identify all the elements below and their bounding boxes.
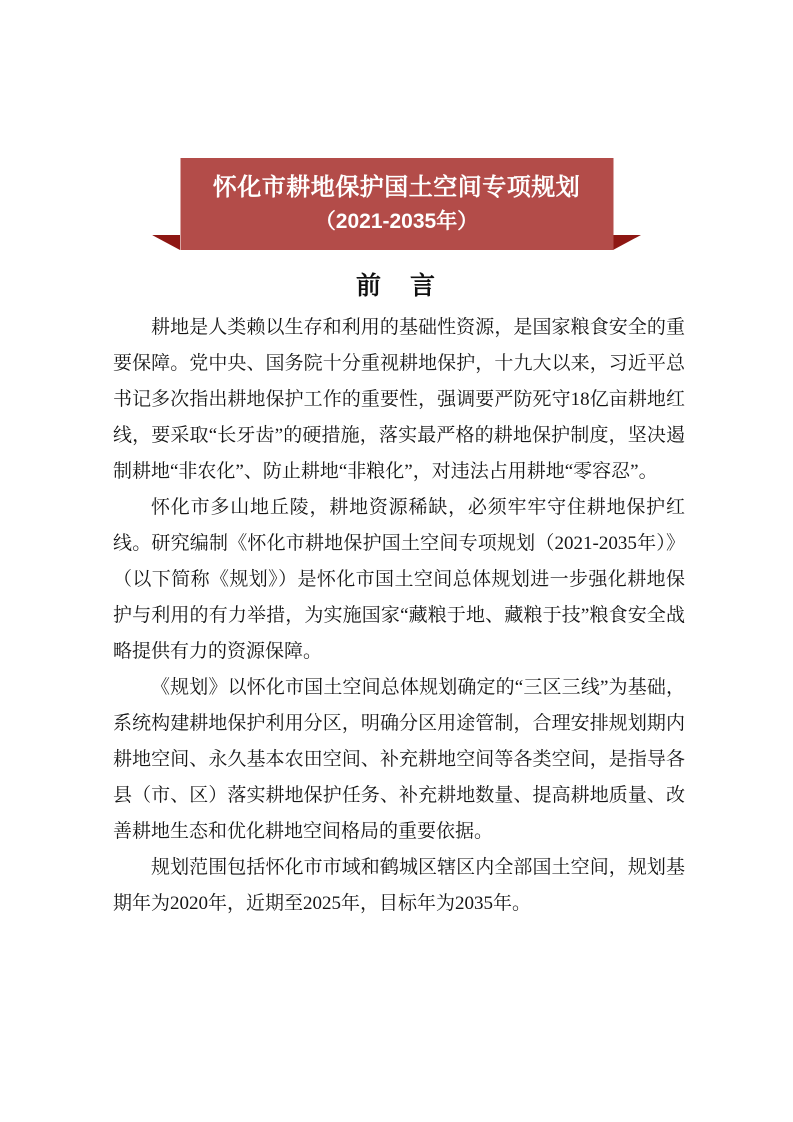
document-title: 怀化市耕地保护国土空间专项规划 xyxy=(212,174,581,201)
preface-body xyxy=(113,310,685,922)
preface-paragraph-1: 耕地是人类赖以生存和利用的基础性资源，是国家粮食安全的重要保障。党中央、国务院十分重视耕地保护，十九大以来，习近平总书记多次指出耕地保护工作的重要性，强调要严防死守18亿亩耕地红线，要采取“长牙齿”的硬措施，落实最严格的耕地保护制度，坚决遏制耕地“非农化”、防止耕地“非粮化”，对违法占用耕地“零容忍”。 xyxy=(113,317,685,482)
preface-paragraph-4: 规划范围包括怀化市市域和鹤城区辖区内全部国土空间，规划基期年为2020年，近期至2025年，目标年为2035年。 xyxy=(113,857,685,914)
preface-paragraph-3: 《规划》以怀化市国土空间总体规划确定的“三区三线”为基础，系统构建耕地保护利用分区，明确分区用途管制，合理安排规划期内耕地空间、永久基本农田空间、补充耕地空间等各类空间，是指导各县（市、区）落实耕地保护任务、补充耕地数量、提高耕地质量、改善耕地生态和优化耕地空间格局的重要依据。 xyxy=(113,677,685,842)
document-title-years: （2021-2035年） xyxy=(314,210,479,233)
preface-paragraph-2: 怀化市多山地丘陵，耕地资源稀缺，必须牢牢守住耕地保护红线。研究编制《怀化市耕地保护国土空间专项规划（2021-2035年）》（以下简称《规划》）是怀化市国土空间总体规划进一步强化耕地保护与利用的有力举措，为实施国家“藏粮于地、藏粮于技”粮食安全战略提供有力的资源保障。 xyxy=(113,497,685,662)
title-ribbon xyxy=(180,158,613,250)
ribbon-fold-right xyxy=(613,235,641,250)
ribbon-fold-left xyxy=(152,235,180,250)
preface-heading: 前 言 xyxy=(355,273,437,300)
